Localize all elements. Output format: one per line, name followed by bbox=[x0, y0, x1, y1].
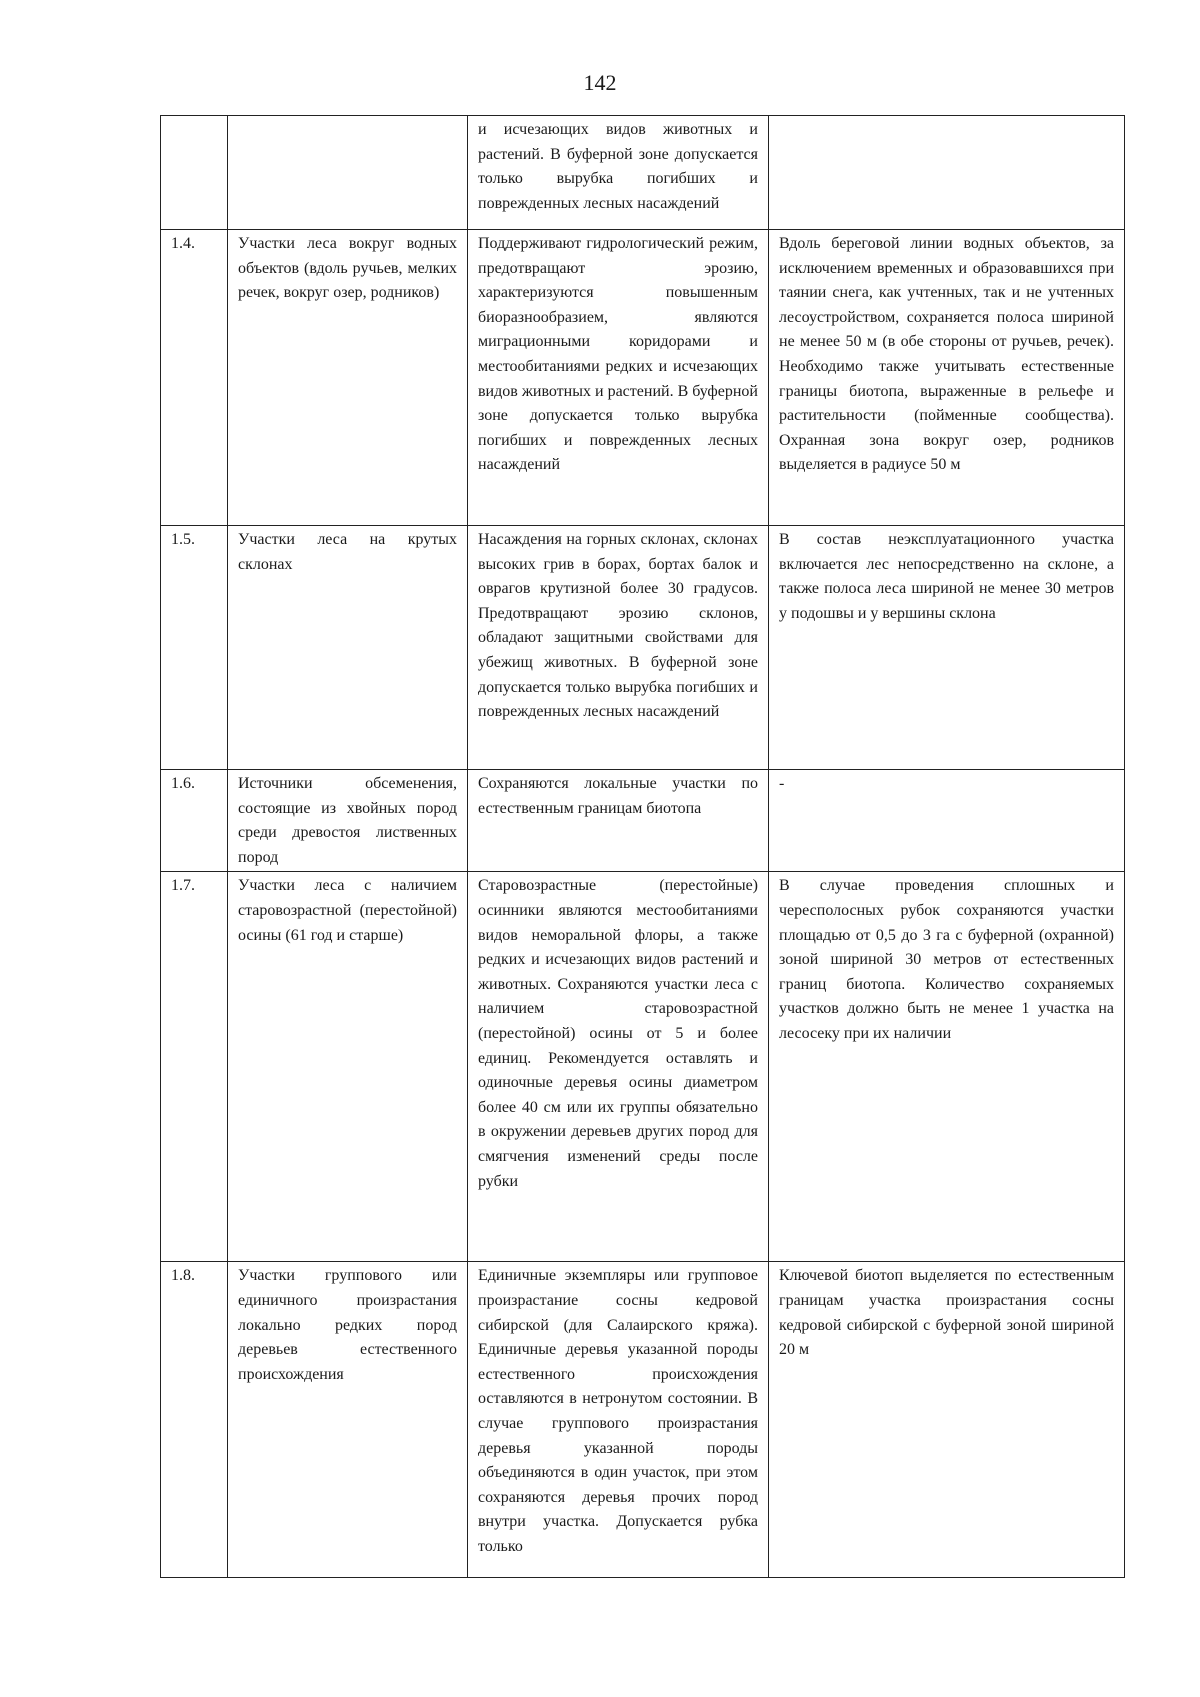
row-number-cell: 1.7. bbox=[161, 872, 228, 1262]
biotope-measures-cell: В случае проведения сплошных и чересполосных рубок сохраняются участки площадью от 0,5 до 3 га с буферной (охранной) зоной шириной 30 метров от естественных границ биотопа. Количество сохраняемых участков должно быть не менее 1 участка на лесосеку при их наличии bbox=[769, 872, 1125, 1262]
row-number-cell bbox=[161, 116, 228, 230]
row-number-cell: 1.8. bbox=[161, 1262, 228, 1578]
biotope-name-cell bbox=[228, 116, 468, 230]
biotope-description-cell: и исчезающих видов животных и растений. В буферной зоне допускается только вырубка погибших и поврежденных лесных насаждений bbox=[468, 116, 769, 230]
biotope-name-cell: Источники обсеменения, состоящие из хвойных пород среди древостоя лиственных пород bbox=[228, 770, 468, 872]
biotope-description-cell: Единичные экземпляры или групповое произрастание сосны кедровой сибирской (для Салаирского кряжа). Единичные деревья указанной породы естественного происхождения оставляются в нетронутом состоянии. В случае группового произрастания деревья указанной породы объединяются в один участок, при этом сохраняются деревья прочих пород внутри участка. Допускается рубка только bbox=[468, 1262, 769, 1578]
biotope-measures-cell: Ключевой биотоп выделяется по естественным границам участка произрастания сосны кедровой сибирской с буферной зоной шириной 20 м bbox=[769, 1262, 1125, 1578]
biotope-description-cell: Старовозрастные (перестойные) осинники являются местообитаниями видов неморальной флоры, а также редких и исчезающих видов растений и животных. Сохраняются участки леса с наличием старовозрастной (перестойной) осины от 5 и более единиц. Рекомендуется оставлять и одиночные деревья осины диаметром более 40 см или их группы обязательно в окружении деревьев других пород для смягчения изменений среды после рубки bbox=[468, 872, 769, 1262]
biotope-measures-cell: - bbox=[769, 770, 1125, 872]
row-number-cell: 1.6. bbox=[161, 770, 228, 872]
biotope-name-cell: Участки группового или единичного произрастания локально редких пород деревьев естественного происхождения bbox=[228, 1262, 468, 1578]
table-row bbox=[161, 1262, 1125, 1578]
table-row bbox=[161, 770, 1125, 872]
biotope-name-cell: Участки леса с наличием старовозрастной (перестойной) осины (61 год и старше) bbox=[228, 872, 468, 1262]
table-row bbox=[161, 526, 1125, 770]
biotope-table bbox=[160, 115, 1125, 1578]
table-row bbox=[161, 230, 1125, 526]
table-row bbox=[161, 116, 1125, 230]
biotope-name-cell: Участки леса на крутых склонах bbox=[228, 526, 468, 770]
row-number-cell: 1.5. bbox=[161, 526, 228, 770]
page-number: 142 bbox=[583, 70, 617, 95]
biotope-measures-cell: Вдоль береговой линии водных объектов, за исключением временных и образовавшихся при таянии снега, как учтенных, так и не учтенных лесоустройством, сохраняется полоса шириной не менее 50 м (в обе стороны от ручьев, речек). Необходимо также учитывать естественные границы биотопа, выраженные в рельефе и растительности (пойменные сообщества). Охранная зона вокруг озер, родников выделяется в радиусе 50 м bbox=[769, 230, 1125, 526]
row-number-cell: 1.4. bbox=[161, 230, 228, 526]
biotope-description-cell: Насаждения на горных склонах, склонах высоких грив в борах, бортах балок и оврагов крутизной более 30 градусов. Предотвращают эрозию склонов, обладают защитными свойствами для убежищ животных. В буферной зоне допускается только вырубка погибших и поврежденных лесных насаждений bbox=[468, 526, 769, 770]
biotope-description-cell: Поддерживают гидрологический режим, предотвращают эрозию, характеризуются повышенным биоразнообразием, являются миграционными коридорами и местообитаниями редких и исчезающих видов животных и растений. В буферной зоне допускается только вырубка погибших и поврежденных лесных насаждений bbox=[468, 230, 769, 526]
biotope-name-cell: Участки леса вокруг водных объектов (вдоль ручьев, мелких речек, вокруг озер, родников) bbox=[228, 230, 468, 526]
biotope-measures-cell bbox=[769, 116, 1125, 230]
table-row bbox=[161, 872, 1125, 1262]
biotope-measures-cell: В состав неэксплуатационного участка включается лес непосредственно на склоне, а также полоса леса шириной не менее 30 метров у подошвы и у вершины склона bbox=[769, 526, 1125, 770]
biotope-description-cell: Сохраняются локальные участки по естественным границам биотопа bbox=[468, 770, 769, 872]
